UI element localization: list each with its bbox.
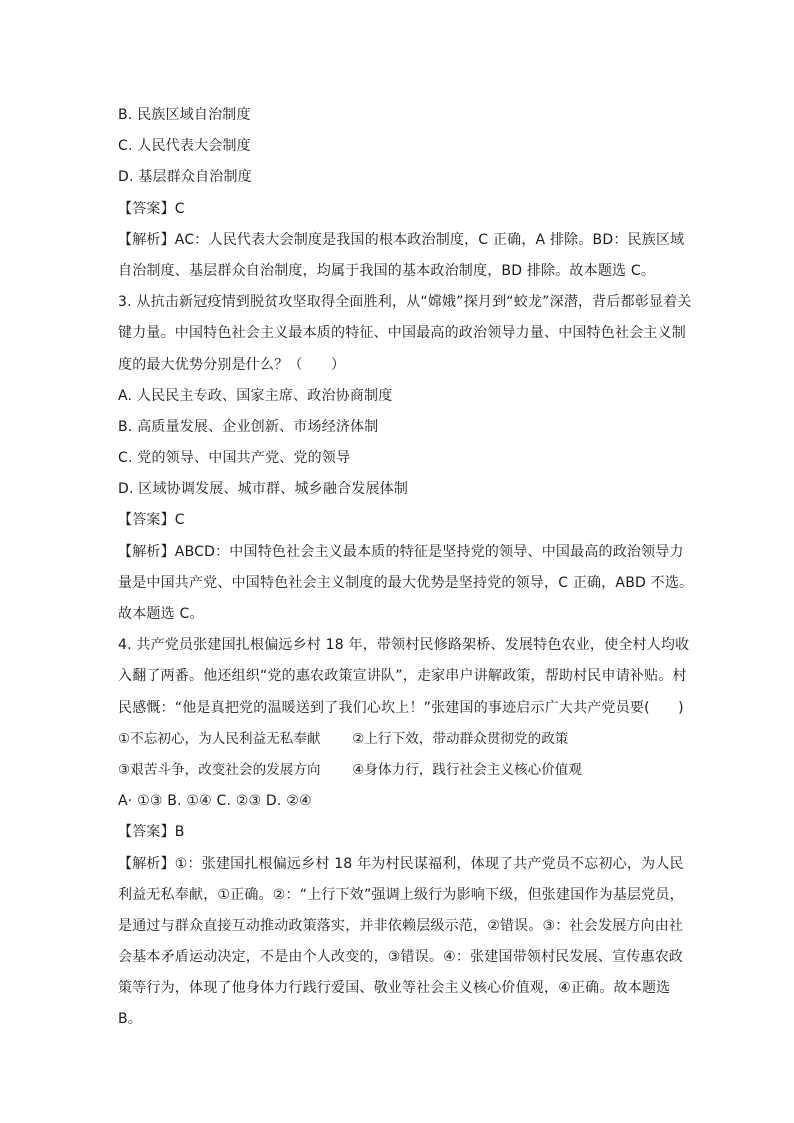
analysis-line: 自治制度、基层群众自治制度，均属于我国的基本政治制度，BD 排除。故本题选 C。 (118, 262, 656, 279)
question-3-stem: 3. 从抗击新冠疫情到脱贫攻坚取得全面胜利，从“嫦娥”探月到“蛟龙”深潜，背后都彰显着关 (118, 294, 692, 311)
answer: 【答案】C (118, 200, 185, 217)
option-c: C. 人民代表大会制度 (118, 138, 251, 155)
option-b: B. 民族区域自治制度 (118, 107, 251, 123)
analysis-line: 策等行为，体现了他身体力行践行爱国、敬业等社会主义核心价值观，④正确。故本题选 (118, 980, 671, 997)
option-a: A. 人民民主专政、国家主席、政治协商制度 (118, 387, 393, 404)
analysis-line: 故本题选 C。 (118, 606, 204, 622)
option-d: D. 区域协调发展、城市群、城乡融合发展体制 (118, 481, 409, 498)
analysis-line: 量是中国共产党、中国特色社会主义制度的最大优势是坚持党的领导，C 正确，ABD 不选。 (118, 574, 694, 591)
analysis-line: 【解析】ABCD：中国特色社会主义最本质的特征是坚持党的领导、中国最高的政治领导力 (118, 543, 684, 560)
answer: 【答案】B (118, 824, 185, 841)
statement-options: ①不忘初心，为人民利益无私奉献 ②上行下效，带动群众贯彻党的政策 (118, 730, 569, 747)
option-c: C. 党的领导、中国共产党、党的领导 (118, 450, 351, 467)
option-b: B. 高质量发展、企业创新、市场经济体制 (118, 418, 379, 435)
analysis-line: 是通过与群众直接互动推动政策落实，并非依赖层级示范，②错误。③：社会发展方向由社 (118, 917, 684, 934)
option-d: D. 基层群众自治制度 (118, 169, 252, 186)
statement-options: ③艰苦斗争，改变社会的发展方向 ④身体力行，践行社会主义核心价值观 (118, 761, 582, 778)
answer: 【答案】C (118, 512, 185, 529)
analysis-line: B。 (118, 1011, 143, 1028)
document-page (118, 100, 694, 1036)
question-4-stem: 民感慨：“他是真把党的温暖送到了我们心坎上！”张建国的事迹启示广大共产党员要( ) (118, 699, 684, 716)
analysis-line: 【解析】AC：人民代表大会制度是我国的根本政治制度，C 正确，A 排除。BD：民族区域 (118, 231, 685, 248)
question-3-stem: 度的最大优势分别是什么？（ ） (118, 356, 346, 373)
question-3-stem: 键力量。中国特色社会主义最本质的特征、中国最高的政治领导力量、中国特色社会主义制 (118, 325, 686, 342)
analysis-line: 利益无私奉献，①正确。②：“上行下效”强调上级行为影响下级，但张建国作为基层党员， (118, 886, 684, 903)
choice-options: A· ①③ B. ①④ C. ②③ D. ②④ (118, 793, 312, 810)
analysis-line: 【解析】①：张建国扎根偏远乡村 18 年为村民谋福利，体现了共产党员不忘初心，为人民 (118, 855, 684, 872)
question-4-stem: 入翻了两番。他还组织“党的惠农政策宣讲队”，走家串户讲解政策，帮助村民申请补贴。村 (118, 668, 687, 685)
analysis-line: 会基本矛盾运动决定，不是由个人改变的，③错误。④：张建国带领村民发展、宣传惠农政 (118, 949, 684, 966)
question-4-stem: 4. 共产党员张建国扎根偏远乡村 18 年，带领村民修路架桥、发展特色农业，使全村人均收 (118, 637, 690, 654)
